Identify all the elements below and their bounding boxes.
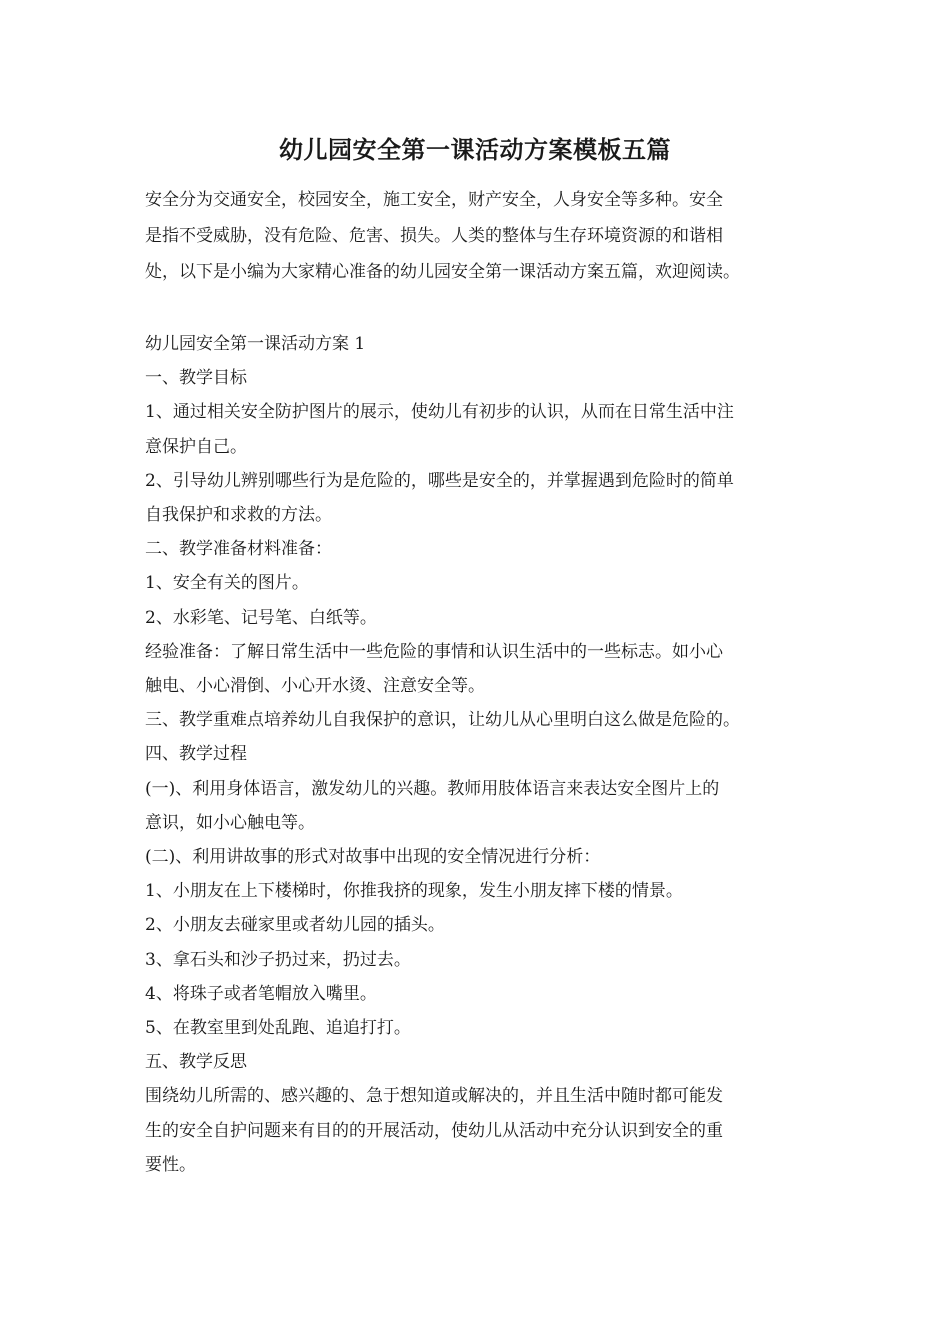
intro-paragraph — [145, 182, 810, 290]
body-line: 意保护自己。 — [145, 436, 247, 457]
body-line: 5、在教室里到处乱跑、追追打打。 — [145, 1018, 411, 1039]
body-line: 经验准备：了解日常生活中一些危险的事情和认识生活中的一些标志。如小心 — [145, 641, 723, 662]
body-line: 3、拿石头和沙子扔过来，扔过去。 — [145, 949, 411, 970]
document-title: 幼儿园安全第一课活动方案模板五篇 — [279, 135, 671, 164]
body-line: 围绕幼儿所需的、感兴趣的、急于想知道或解决的，并且生活中随时都可能发 — [145, 1086, 723, 1107]
body-line: 1、小朋友在上下楼梯时，你推我挤的现象，发生小朋友摔下楼的情景。 — [145, 881, 683, 902]
section-heading: 五、教学反思 — [145, 1052, 247, 1073]
intro-line: 是指不受威胁，没有危险、危害、损失。人类的整体与生存环境资源的和谐相 — [145, 226, 723, 246]
body-line: 4、将珠子或者笔帽放入嘴里。 — [145, 983, 377, 1004]
body-line: 自我保护和求救的方法。 — [145, 505, 332, 526]
section-heading: 二、教学准备材料准备： — [145, 539, 332, 560]
section-heading: 四、教学过程 — [145, 744, 247, 765]
body-line: 2、小朋友去碰家里或者幼儿园的插头。 — [145, 915, 445, 936]
body-line: 1、通过相关安全防护图片的展示，使幼儿有初步的认识，从而在日常生活中注 — [145, 402, 734, 423]
section-heading: 幼儿园安全第一课活动方案 1 — [145, 334, 366, 354]
document-body — [145, 327, 810, 1182]
body-line: 2、水彩笔、记号笔、白纸等。 — [145, 607, 377, 628]
body-line: (二)、利用讲故事的形式对故事中出现的安全情况进行分析： — [145, 847, 601, 868]
body-line: 2、引导幼儿辨别哪些行为是危险的，哪些是安全的，并掌握遇到危险时的简单 — [145, 470, 734, 491]
section-heading: 三、教学重难点培养幼儿自我保护的意识，让幼儿从心里明白这么做是危险的。 — [145, 710, 740, 731]
body-line: 意识，如小心触电等。 — [145, 812, 315, 833]
body-line: 生的安全自护问题来有目的的开展活动，使幼儿从活动中充分认识到安全的重 — [145, 1120, 723, 1141]
body-line: 1、安全有关的图片。 — [145, 573, 309, 594]
intro-line: 安全分为交通安全，校园安全，施工安全，财产安全，人身安全等多种。安全 — [145, 190, 723, 210]
body-line: (一)、利用身体语言，激发幼儿的兴趣。教师用肢体语言来表达安全图片上的 — [145, 778, 720, 799]
section-heading: 一、教学目标 — [145, 368, 247, 389]
body-line: 触电、小心滑倒、小心开水烫、注意安全等。 — [145, 676, 485, 697]
body-line: 要性。 — [145, 1154, 196, 1175]
intro-line: 处，以下是小编为大家精心准备的幼儿园安全第一课活动方案五篇，欢迎阅读。 — [145, 262, 740, 282]
